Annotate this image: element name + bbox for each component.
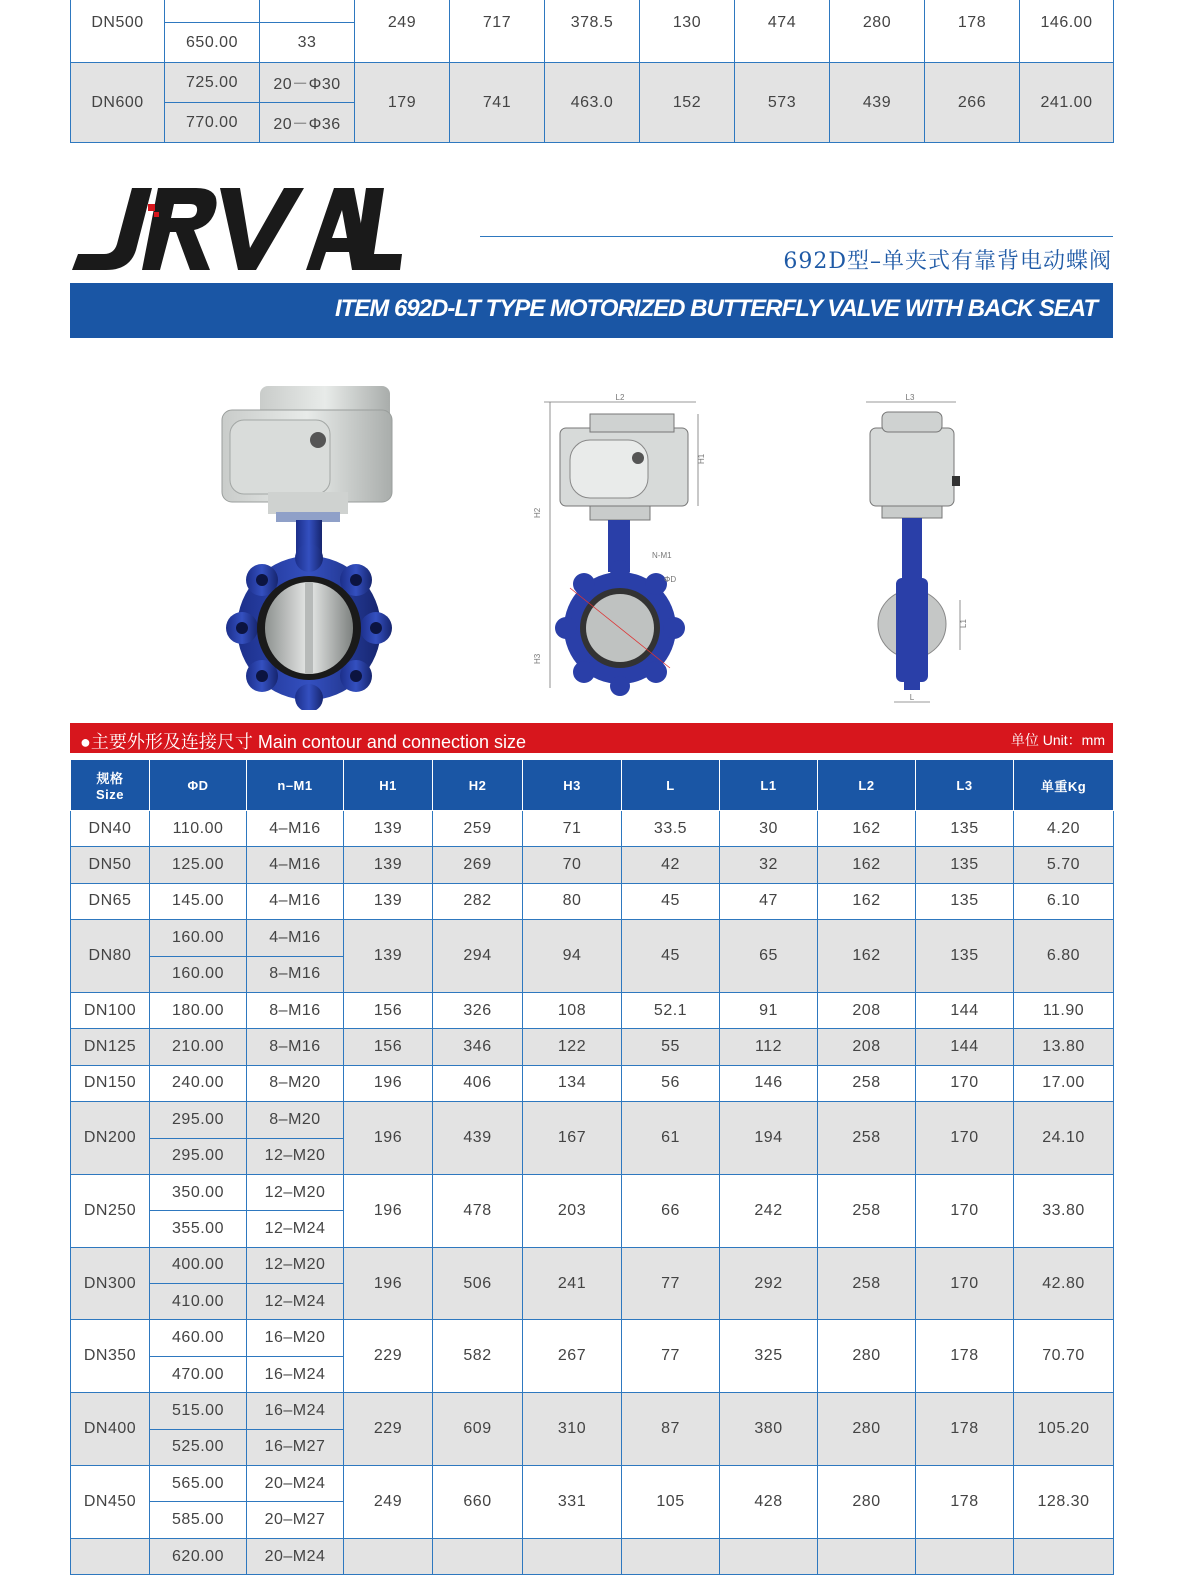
cell-l2: 162 — [818, 920, 916, 993]
cell-weight: 105.20 — [1014, 1393, 1114, 1466]
cell-h3: 241 — [523, 1247, 622, 1320]
cell-l2: 162 — [818, 883, 916, 919]
cell-nm1: 16–M24 — [247, 1393, 344, 1429]
cell-h2: 269 — [433, 847, 523, 883]
section-header — [70, 723, 1113, 753]
cell-l3: 170 — [916, 1065, 1014, 1101]
svg-text:L3: L3 — [905, 393, 915, 402]
header-rule — [480, 236, 1113, 237]
cell-l2: 439 — [830, 63, 925, 143]
chinese-title: 692D型–单夹式有靠背电动蝶阀 — [783, 249, 1112, 274]
cell-size: DN200 — [71, 1102, 150, 1175]
cell-h1: 156 — [344, 1029, 433, 1065]
cell-h3: 80 — [523, 883, 622, 919]
cell-nm1: 4–M16 — [247, 847, 344, 883]
header-nm1: n–M1 — [247, 760, 344, 811]
cell-h1: 196 — [344, 1247, 433, 1320]
cell-l1: 292 — [720, 1247, 818, 1320]
header-weight: 单重Kg — [1014, 760, 1114, 811]
jrval-logo — [70, 186, 402, 272]
size-group — [71, 1320, 1114, 1393]
section-title: ●主要外形及连接尺寸 Main contour and connection size — [80, 732, 527, 752]
cell-h2: 326 — [433, 992, 523, 1028]
cell-h2: 478 — [433, 1174, 523, 1247]
cell-size — [71, 1538, 150, 1574]
cell-size: DN250 — [71, 1174, 150, 1247]
table-row — [71, 1065, 1114, 1101]
cell-nm1: 4–M16 — [247, 920, 344, 956]
cell-h1: 249 — [344, 1466, 433, 1539]
cell-phid: 355.00 — [150, 1211, 247, 1247]
cell-h2: 506 — [433, 1247, 523, 1320]
cell-weight: 17.00 — [1014, 1065, 1114, 1101]
cell-nm1: 33 — [260, 23, 355, 63]
cell-l3: 135 — [916, 920, 1014, 993]
cell-h2: 346 — [433, 1029, 523, 1065]
cell-h3: 331 — [523, 1466, 622, 1539]
size-group — [71, 811, 1114, 847]
cell-l3: 135 — [916, 883, 1014, 919]
cell-l2: 258 — [818, 1174, 916, 1247]
cell-h2 — [433, 1538, 523, 1574]
size-group — [71, 1029, 1114, 1065]
table-row — [71, 811, 1114, 847]
cell-l: 45 — [622, 883, 720, 919]
cell-nm1: 16–M20 — [247, 1320, 344, 1356]
cell-weight: 70.70 — [1014, 1320, 1114, 1393]
cell-nm1: 8–M20 — [247, 1065, 344, 1101]
title-banner — [70, 283, 1113, 338]
cell-h1: 139 — [344, 811, 433, 847]
valve-photo — [210, 380, 410, 710]
cell-nm1: 12–M20 — [247, 1138, 344, 1174]
table-row — [71, 1320, 1114, 1356]
size-group — [71, 1102, 1114, 1175]
cell-size: DN100 — [71, 992, 150, 1028]
cell-weight: 6.10 — [1014, 883, 1114, 919]
cell-l2: 258 — [818, 1102, 916, 1175]
table-row — [71, 1393, 1114, 1429]
svg-text:L2: L2 — [615, 393, 625, 402]
cell-size: DN125 — [71, 1029, 150, 1065]
cell-h2: 609 — [433, 1393, 523, 1466]
cell-nm1: 4–M16 — [247, 883, 344, 919]
cell-l1 — [720, 1538, 818, 1574]
cell-phid: 410.00 — [150, 1284, 247, 1320]
header-size: 规格 Size — [71, 760, 150, 811]
cell-l3: 144 — [916, 992, 1014, 1028]
cell-h1: 229 — [344, 1393, 433, 1466]
cell-weight: 5.70 — [1014, 847, 1114, 883]
cell-size: DN65 — [71, 883, 150, 919]
table-row — [71, 1174, 1114, 1210]
size-group — [71, 847, 1114, 883]
cell-h3: 122 — [523, 1029, 622, 1065]
cell-weight: 128.30 — [1014, 1466, 1114, 1539]
table-row — [71, 920, 1114, 956]
cell-size: DN150 — [71, 1065, 150, 1101]
cell-h1: 179 — [355, 63, 450, 143]
front-view-drawing — [530, 388, 710, 708]
size-group — [71, 992, 1114, 1028]
size-group — [71, 1538, 1114, 1574]
cell-nm1: 12–M24 — [247, 1211, 344, 1247]
cell-l3: 144 — [916, 1029, 1014, 1065]
cell-h3: 310 — [523, 1393, 622, 1466]
cell-nm1: 20－Φ36 — [260, 103, 355, 143]
table-row — [71, 847, 1114, 883]
cell-h1: 196 — [344, 1174, 433, 1247]
cell-size: DN400 — [71, 1393, 150, 1466]
cell-phid: 350.00 — [150, 1174, 247, 1210]
cell-l2: 280 — [818, 1320, 916, 1393]
cell-nm1: 12–M20 — [247, 1247, 344, 1283]
header-l1: L1 — [720, 760, 818, 811]
cell-h1: 156 — [344, 992, 433, 1028]
cell-size: DN50 — [71, 847, 150, 883]
cell-phid: 125.00 — [150, 847, 247, 883]
table-row — [71, 883, 1114, 919]
cell-weight: 241.00 — [1020, 63, 1114, 143]
header-l3: L3 — [916, 760, 1014, 811]
size-group — [71, 1065, 1114, 1101]
cell-l3: 178 — [925, 0, 1020, 63]
cell-l1: 325 — [720, 1320, 818, 1393]
cell-nm1: 20－Φ30 — [260, 63, 355, 103]
cell-phid: 725.00 — [165, 63, 260, 103]
cell-size: DN40 — [71, 811, 150, 847]
cell-phid — [165, 0, 260, 23]
cell-nm1: 20–M24 — [247, 1538, 344, 1574]
cell-l2 — [818, 1538, 916, 1574]
svg-text:H2: H2 — [533, 507, 542, 518]
cell-l: 77 — [622, 1320, 720, 1393]
cell-phid: 210.00 — [150, 1029, 247, 1065]
cell-l: 42 — [622, 847, 720, 883]
cell-l1: 380 — [720, 1393, 818, 1466]
cell-l1: 194 — [720, 1102, 818, 1175]
header-h1: H1 — [344, 760, 433, 811]
cell-h2: 439 — [433, 1102, 523, 1175]
svg-text:H1: H1 — [697, 453, 706, 464]
cell-l1: 146 — [720, 1065, 818, 1101]
cell-l: 77 — [622, 1247, 720, 1320]
cell-h3: 378.5 — [545, 0, 640, 63]
cell-nm1: 16–M24 — [247, 1356, 344, 1392]
header-l: L — [622, 760, 720, 811]
cell-weight: 24.10 — [1014, 1102, 1114, 1175]
cell-h3: 167 — [523, 1102, 622, 1175]
cell-h2: 660 — [433, 1466, 523, 1539]
cell-phid: 460.00 — [150, 1320, 247, 1356]
cell-l1: 32 — [720, 847, 818, 883]
cell-size: DN500 — [71, 0, 165, 63]
cell-h2: 741 — [450, 63, 545, 143]
size-group — [71, 1466, 1114, 1539]
side-view-drawing — [840, 388, 980, 708]
header-h2: H2 — [433, 760, 523, 811]
table-row — [71, 1538, 1114, 1574]
cell-l: 105 — [622, 1466, 720, 1539]
cell-l2: 280 — [818, 1466, 916, 1539]
cell-l1: 112 — [720, 1029, 818, 1065]
cell-phid: 240.00 — [150, 1065, 247, 1101]
unit-label: 单位 Unit：mm — [1010, 732, 1105, 748]
cell-nm1: 8–M16 — [247, 956, 344, 992]
cell-l1: 573 — [735, 63, 830, 143]
cell-h2: 717 — [450, 0, 545, 63]
table-row — [71, 1102, 1114, 1138]
table-row — [71, 63, 1114, 103]
cell-l1: 30 — [720, 811, 818, 847]
cell-h2: 406 — [433, 1065, 523, 1101]
svg-text:L: L — [909, 693, 915, 702]
cell-nm1 — [260, 0, 355, 23]
cell-nm1: 8–M16 — [247, 992, 344, 1028]
cell-l3: 135 — [916, 847, 1014, 883]
cell-l3: 178 — [916, 1320, 1014, 1393]
cell-h2: 294 — [433, 920, 523, 993]
svg-text:L1: L1 — [959, 619, 968, 628]
header-l2: L2 — [818, 760, 916, 811]
cell-phid: 295.00 — [150, 1138, 247, 1174]
cell-size: DN600 — [71, 63, 165, 143]
cell-weight: 6.80 — [1014, 920, 1114, 993]
cell-l3: 135 — [916, 811, 1014, 847]
size-group — [71, 1174, 1114, 1247]
cell-l2: 280 — [830, 0, 925, 63]
cell-phid: 160.00 — [150, 920, 247, 956]
cell-phid: 145.00 — [150, 883, 247, 919]
cell-weight — [1014, 1538, 1114, 1574]
cell-weight: 42.80 — [1014, 1247, 1114, 1320]
cell-h3: 463.0 — [545, 63, 640, 143]
english-title: ITEM 692D-LT TYPE MOTORIZED BUTTERFLY VALVE WITH BACK SEAT — [334, 295, 1097, 322]
cell-h3: 94 — [523, 920, 622, 993]
cell-phid: 525.00 — [150, 1429, 247, 1465]
cell-l3: 170 — [916, 1247, 1014, 1320]
previous-table-fragment — [70, 0, 1114, 143]
table-row — [71, 0, 1114, 23]
cell-l3: 266 — [925, 63, 1020, 143]
cell-nm1: 20–M24 — [247, 1466, 344, 1502]
cell-l1: 474 — [735, 0, 830, 63]
svg-text:N-M1: N-M1 — [652, 551, 672, 560]
cell-phid: 650.00 — [165, 23, 260, 63]
cell-phid: 295.00 — [150, 1102, 247, 1138]
svg-text:H3: H3 — [533, 653, 542, 664]
cell-weight: 33.80 — [1014, 1174, 1114, 1247]
cell-l2: 258 — [818, 1247, 916, 1320]
cell-h1 — [344, 1538, 433, 1574]
cell-phid: 770.00 — [165, 103, 260, 143]
cell-phid: 470.00 — [150, 1356, 247, 1392]
cell-l: 130 — [640, 0, 735, 63]
cell-nm1: 12–M20 — [247, 1174, 344, 1210]
cell-size: DN80 — [71, 920, 150, 993]
table-row — [71, 1466, 1114, 1502]
cell-l: 61 — [622, 1102, 720, 1175]
cell-h3: 70 — [523, 847, 622, 883]
cell-l1: 47 — [720, 883, 818, 919]
cell-l3: 170 — [916, 1102, 1014, 1175]
cell-l2: 208 — [818, 1029, 916, 1065]
size-group — [71, 1393, 1114, 1466]
cell-h3: 108 — [523, 992, 622, 1028]
cell-h2: 259 — [433, 811, 523, 847]
cell-l3: 178 — [916, 1393, 1014, 1466]
cell-phid: 400.00 — [150, 1247, 247, 1283]
size-group — [71, 1247, 1114, 1320]
svg-text:ΦD: ΦD — [664, 575, 677, 584]
cell-l: 45 — [622, 920, 720, 993]
cell-l2: 162 — [818, 847, 916, 883]
cell-nm1: 8–M20 — [247, 1102, 344, 1138]
cell-h1: 196 — [344, 1065, 433, 1101]
cell-l1: 91 — [720, 992, 818, 1028]
header-h3: H3 — [523, 760, 622, 811]
cell-nm1: 4–M16 — [247, 811, 344, 847]
cell-l3: 170 — [916, 1174, 1014, 1247]
size-group — [71, 920, 1114, 993]
cell-h3 — [523, 1538, 622, 1574]
cell-weight: 146.00 — [1020, 0, 1114, 63]
cell-phid: 110.00 — [150, 811, 247, 847]
cell-l1: 65 — [720, 920, 818, 993]
cell-nm1: 8–M16 — [247, 1029, 344, 1065]
cell-h1: 196 — [344, 1102, 433, 1175]
cell-l: 66 — [622, 1174, 720, 1247]
cell-nm1: 12–M24 — [247, 1284, 344, 1320]
cell-phid: 180.00 — [150, 992, 247, 1028]
cell-h3: 134 — [523, 1065, 622, 1101]
cell-l: 33.5 — [622, 811, 720, 847]
cell-phid: 515.00 — [150, 1393, 247, 1429]
cell-h3: 71 — [523, 811, 622, 847]
cell-h1: 229 — [344, 1320, 433, 1393]
cell-l2: 208 — [818, 992, 916, 1028]
cell-l — [622, 1538, 720, 1574]
cell-h1: 139 — [344, 920, 433, 993]
header-phid: ΦD — [150, 760, 247, 811]
cell-size: DN450 — [71, 1466, 150, 1539]
cell-h3: 203 — [523, 1174, 622, 1247]
table-row — [71, 1247, 1114, 1283]
cell-l: 87 — [622, 1393, 720, 1466]
cell-l3: 178 — [916, 1466, 1014, 1539]
cell-weight: 11.90 — [1014, 992, 1114, 1028]
cell-weight: 13.80 — [1014, 1029, 1114, 1065]
dimension-table — [70, 759, 1114, 1575]
cell-phid: 565.00 — [150, 1466, 247, 1502]
cell-phid: 160.00 — [150, 956, 247, 992]
cell-l2: 162 — [818, 811, 916, 847]
size-group — [71, 883, 1114, 919]
cell-l2: 258 — [818, 1065, 916, 1101]
cell-h1: 139 — [344, 883, 433, 919]
cell-l1: 428 — [720, 1466, 818, 1539]
cell-h1: 139 — [344, 847, 433, 883]
cell-size: DN300 — [71, 1247, 150, 1320]
cell-phid: 620.00 — [150, 1538, 247, 1574]
cell-l: 152 — [640, 63, 735, 143]
cell-nm1: 16–M27 — [247, 1429, 344, 1465]
cell-phid: 585.00 — [150, 1502, 247, 1538]
cell-l1: 242 — [720, 1174, 818, 1247]
cell-l2: 280 — [818, 1393, 916, 1466]
cell-weight: 4.20 — [1014, 811, 1114, 847]
table-row — [71, 1029, 1114, 1065]
cell-h2: 282 — [433, 883, 523, 919]
table-row — [71, 992, 1114, 1028]
cell-nm1: 20–M27 — [247, 1502, 344, 1538]
cell-h1: 249 — [355, 0, 450, 63]
cell-l3 — [916, 1538, 1014, 1574]
table-header-row — [71, 760, 1114, 811]
cell-size: DN350 — [71, 1320, 150, 1393]
cell-l: 56 — [622, 1065, 720, 1101]
cell-h2: 582 — [433, 1320, 523, 1393]
cell-l: 55 — [622, 1029, 720, 1065]
cell-l: 52.1 — [622, 992, 720, 1028]
cell-h3: 267 — [523, 1320, 622, 1393]
